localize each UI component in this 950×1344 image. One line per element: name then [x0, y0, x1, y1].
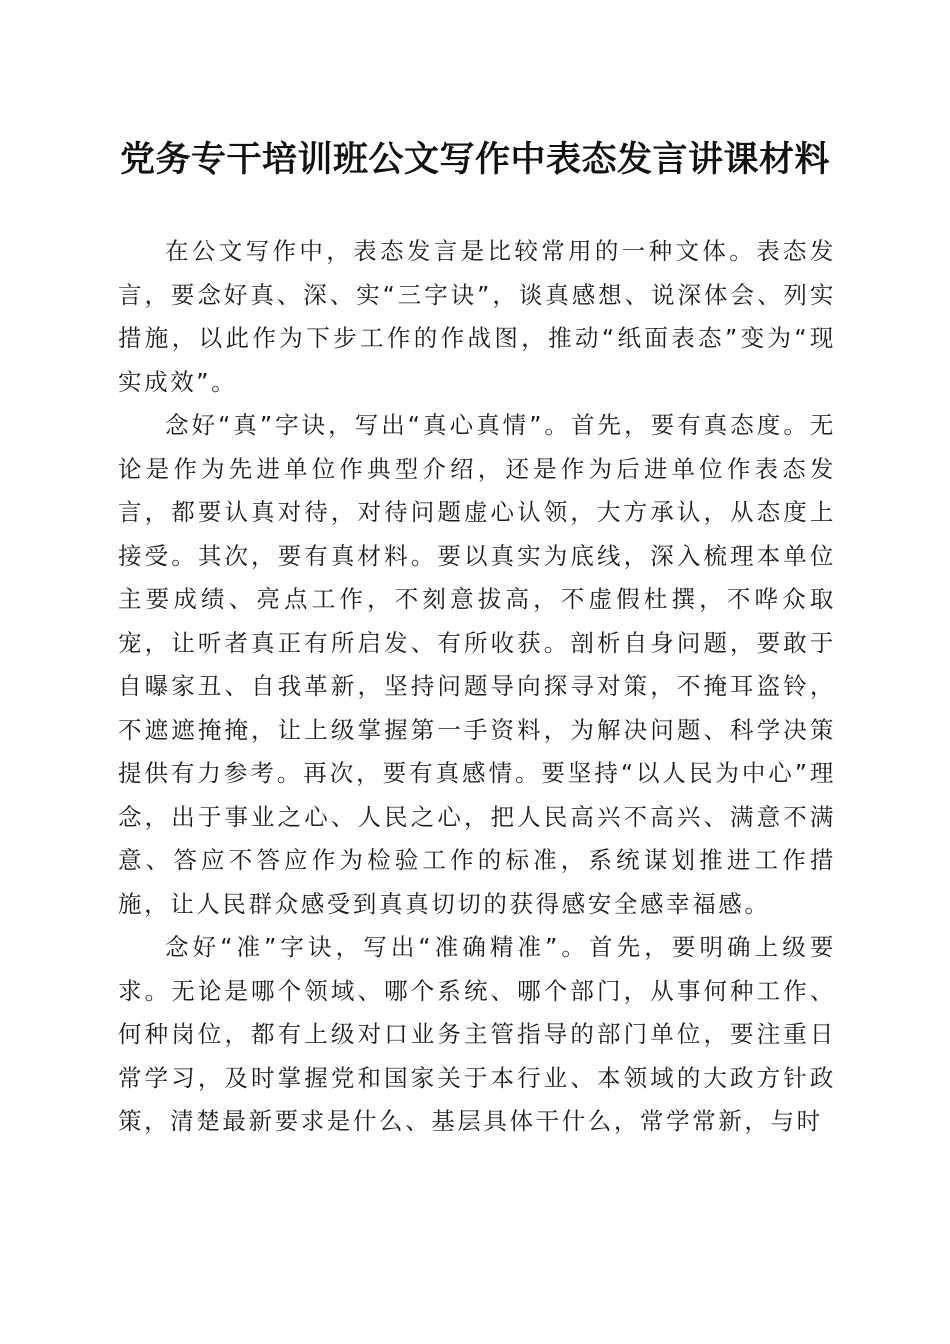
document-body — [118, 230, 836, 1144]
paragraph-truth: 念好“真”字诀，写出“真心真情”。首先，要有真态度。无论是作为先进单位作典型介绍，还是作为后进单位作表态发言，都要认真对待，对待问题虚心认领，大方承认，从态度上接受。其次，要有真材料。要以真实为底线，深入梳理本单位主要成绩、亮点工作，不刻意拔高，不虚假杜撰，不哗众取宠，让听者真正有所启发、有所收获。剖析自身问题，要敢于自曝家丑、自我革新，坚持问题导向探寻对策，不掩耳盗铃，不遮遮掩掩，让上级掌握第一手资料，为解决问题、科学决策提供有力参考。再次，要有真感情。要坚持“以人民为中心”理念，出于事业之心、人民之心，把人民高兴不高兴、满意不满意、答应不答应作为检验工作的标准，系统谋划推进工作措施，让人民群众感受到真真切切的获得感安全感幸福感。 — [118, 411, 836, 918]
paragraph-intro: 在公文写作中，表态发言是比较常用的一种文体。表态发言，要念好真、深、实“三字诀”，谈真感想、说深体会、列实措施，以此作为下步工作的作战图，推动“纸面表态”变为“现实成效”。 — [118, 237, 836, 396]
document-title: 党务专干培训班公文写作中表态发言讲课材料 — [119, 139, 830, 180]
paragraph-accuracy: 念好“准”字诀，写出“准确精准”。首先，要明确上级要求。无论是哪个领域、哪个系统、哪个部门，从事何种工作、何种岗位，都有上级对口业务主管指导的部门单位，要注重日常学习，及时掌握党和国家关于本行业、本领域的大政方针政策，清楚最新要求是什么、基层具体干什么，常学常新，与时 — [118, 933, 836, 1135]
